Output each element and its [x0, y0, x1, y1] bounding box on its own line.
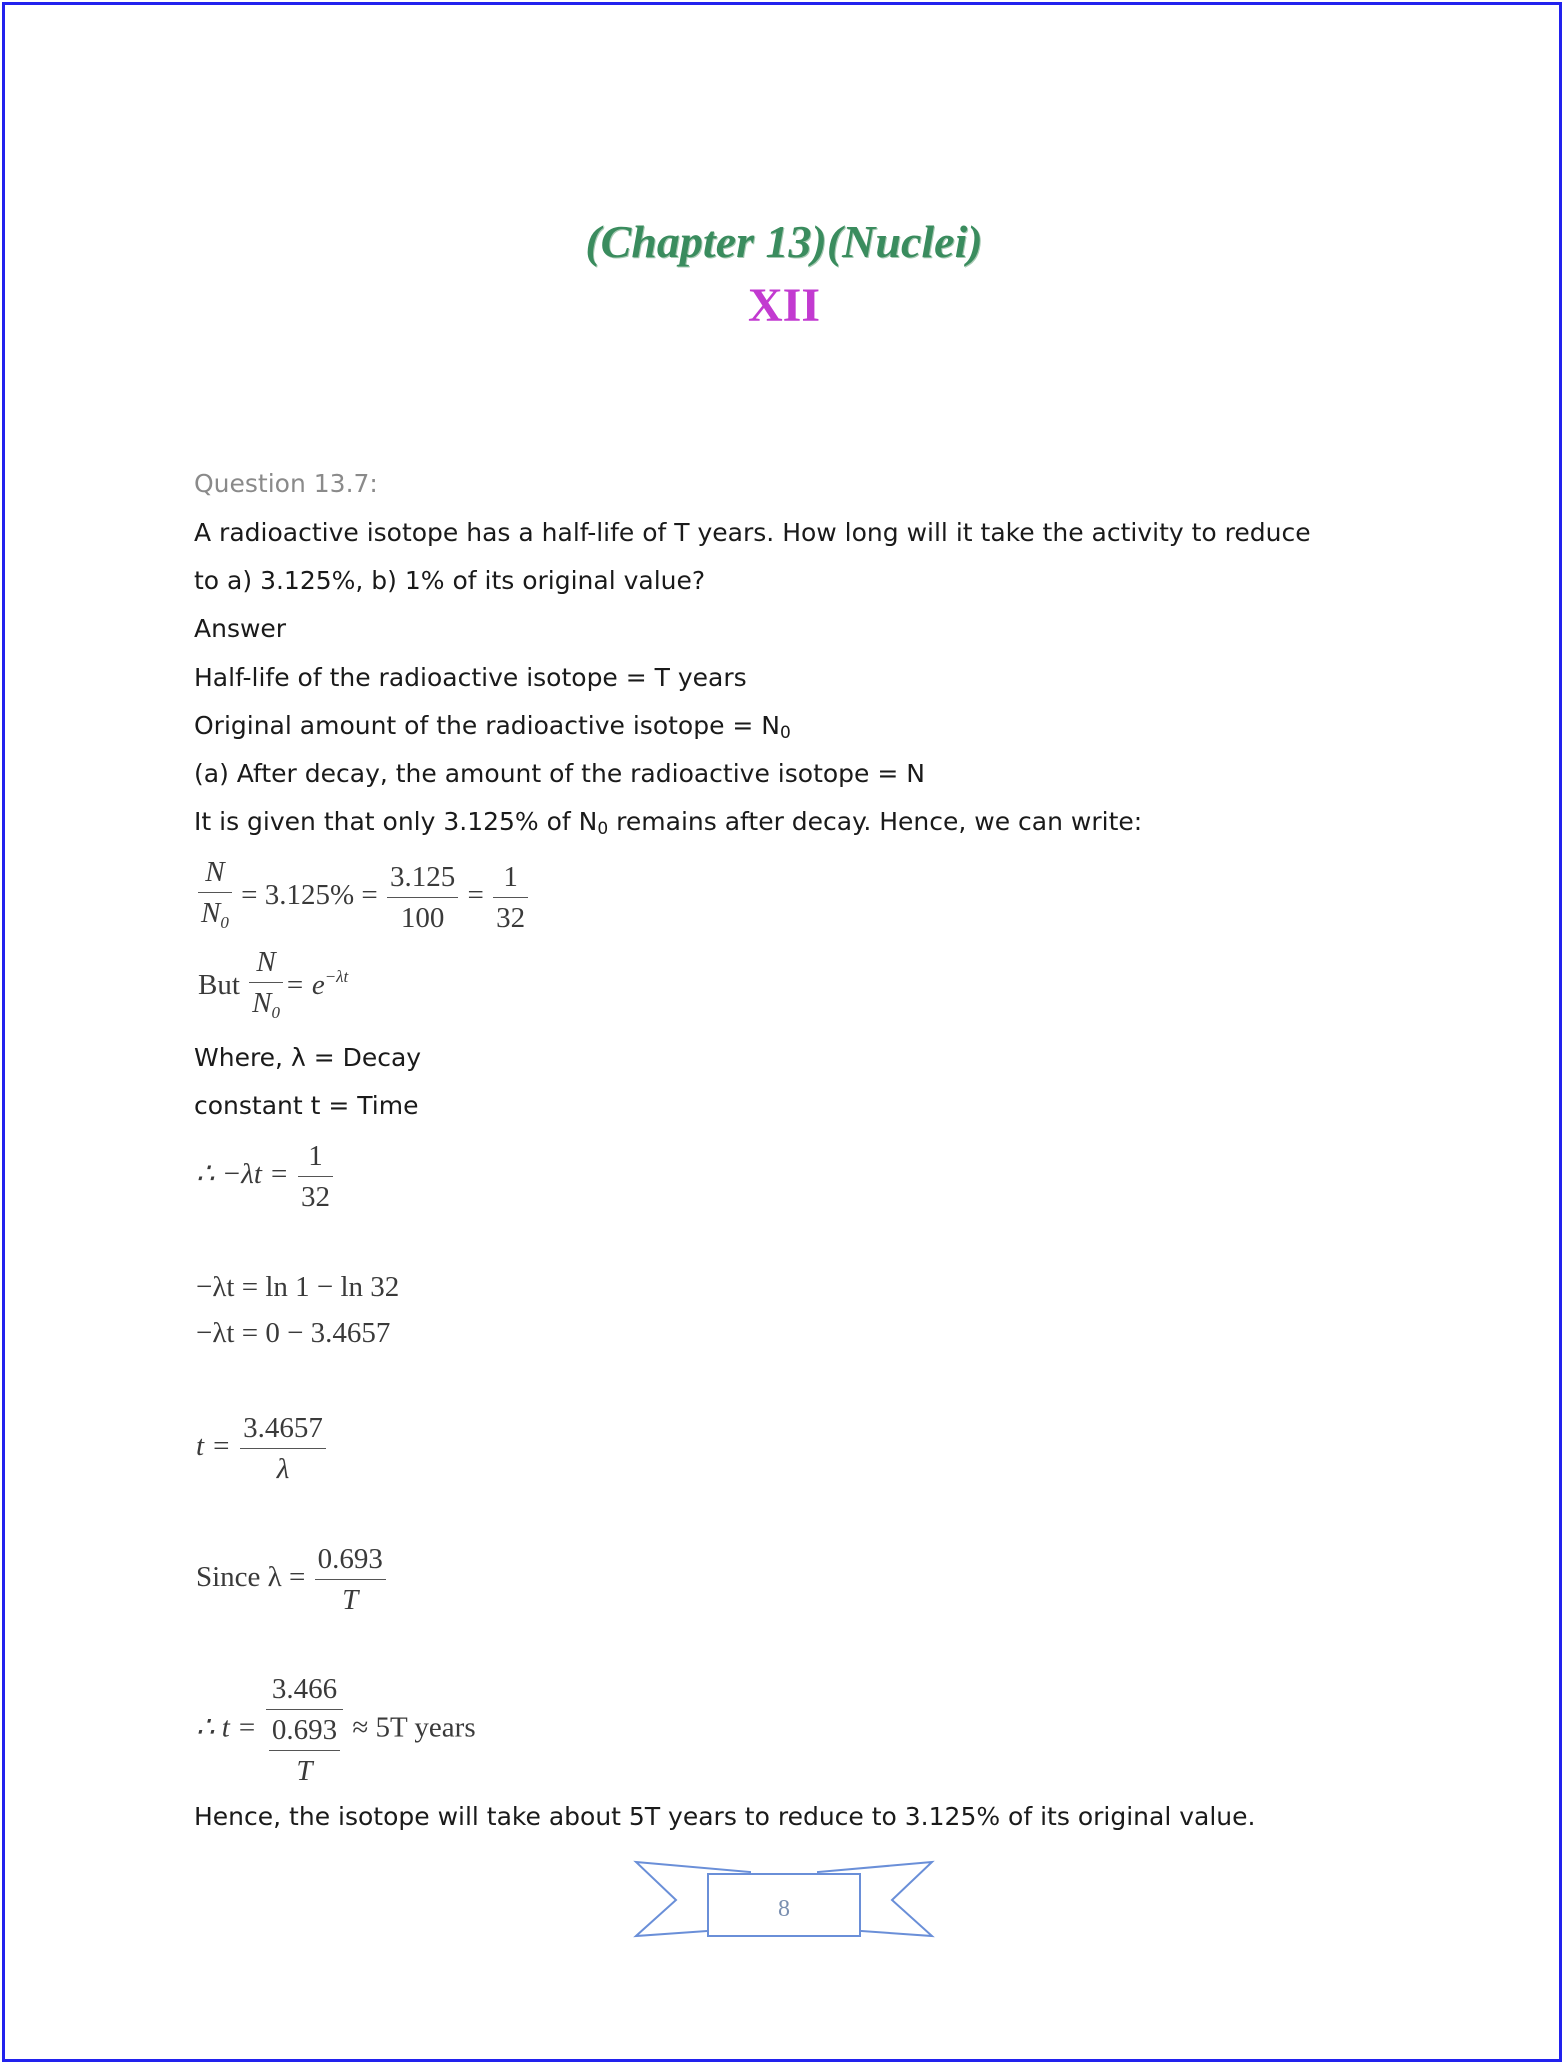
inner-numerator: 0.693 — [269, 1710, 340, 1751]
fraction-1-over-32 — [493, 857, 528, 938]
fraction-3125-over-100 — [387, 857, 458, 938]
den-symbol: N — [252, 987, 272, 1019]
equals-sign: = — [467, 879, 484, 912]
part-a-line: (a) After decay, the amount of the radioactive isotope = N — [194, 759, 925, 788]
fraction-n-over-n0 — [249, 942, 283, 1033]
lhs: ∴ t = — [196, 1711, 257, 1744]
but-word: But — [198, 969, 240, 1002]
original-amount-line — [194, 711, 791, 748]
fraction-1-over-32 — [298, 1136, 333, 1217]
inner-denominator: T — [296, 1755, 313, 1787]
halflife-line: Half-life of the radioactive isotope = T years — [194, 663, 747, 692]
fraction-34657-over-lambda — [240, 1408, 326, 1489]
den-subscript: 0 — [271, 1003, 280, 1022]
where-line: Where, λ = Decay — [194, 1043, 422, 1072]
chapter-title: (Chapter 13)(Nuclei) — [585, 216, 983, 267]
denominator: 100 — [400, 902, 445, 934]
inner-fraction — [269, 1710, 340, 1791]
lhs: Since λ = — [196, 1561, 306, 1594]
ln-equation-1: −λt = ln 1 − ln 32 — [196, 1271, 400, 1303]
denominator — [249, 983, 283, 1033]
given-line — [194, 807, 1142, 844]
therefore-equation — [196, 1136, 335, 1217]
given-suffix: remains after decay. Hence, we can write: — [608, 807, 1143, 836]
denominator: λ — [276, 1453, 290, 1485]
den-symbol: N — [201, 897, 221, 929]
answer-heading: Answer — [194, 614, 287, 643]
denominator: T — [342, 1584, 359, 1616]
percent-equality: = 3.125% = — [241, 879, 378, 912]
exponent: −λt — [324, 967, 349, 987]
t-equation — [196, 1408, 328, 1489]
numerator: 0.693 — [315, 1539, 386, 1580]
constant-line: constant t = Time — [194, 1091, 419, 1120]
numerator: 3.466 — [266, 1669, 343, 1710]
denominator: 32 — [496, 902, 526, 934]
conclusion-line: Hence, the isotope will take about 5T years to reduce to 3.125% of its original value. — [194, 1802, 1256, 1831]
original-amount-text: Original amount of the radioactive isotope = N — [194, 711, 780, 740]
numerator: 1 — [298, 1136, 333, 1177]
fraction-0693-over-t — [315, 1539, 386, 1620]
grade-label: XII — [747, 279, 821, 332]
denominator: 32 — [300, 1181, 330, 1213]
subscript-zero: 0 — [597, 819, 609, 839]
denominator — [266, 1710, 343, 1791]
numerator: 3.125 — [387, 857, 458, 898]
question-line-1: A radioactive isotope has a half-life of T years. How long will it take the activity to reduce — [194, 518, 1311, 547]
rhs: ≈ 5T years — [352, 1711, 476, 1744]
decay-law-equation — [198, 942, 348, 1033]
numerator: N — [198, 852, 232, 893]
denominator — [198, 893, 232, 943]
given-prefix: It is given that only 3.125% of N — [194, 807, 598, 836]
numerator: 3.4657 — [240, 1408, 326, 1449]
compound-fraction — [266, 1669, 343, 1791]
numerator: 1 — [493, 857, 528, 898]
den-subscript: 0 — [220, 913, 229, 932]
ln-equation-2: −λt = 0 − 3.4657 — [196, 1317, 391, 1349]
numerator: N — [249, 942, 283, 983]
fraction-n-over-n0 — [198, 852, 232, 943]
ratio-equation — [196, 852, 530, 943]
page-number: 8 — [778, 1896, 790, 1922]
lhs: ∴ −λt = — [196, 1158, 289, 1191]
exponential-base: = e — [285, 969, 325, 1002]
since-equation — [196, 1539, 388, 1620]
final-equation — [196, 1669, 476, 1791]
question-label: Question 13.7: — [194, 469, 378, 498]
subscript-zero: 0 — [780, 723, 791, 743]
lhs: t = — [196, 1430, 231, 1463]
question-line-2: to a) 3.125%, b) 1% of its original value? — [194, 566, 706, 595]
